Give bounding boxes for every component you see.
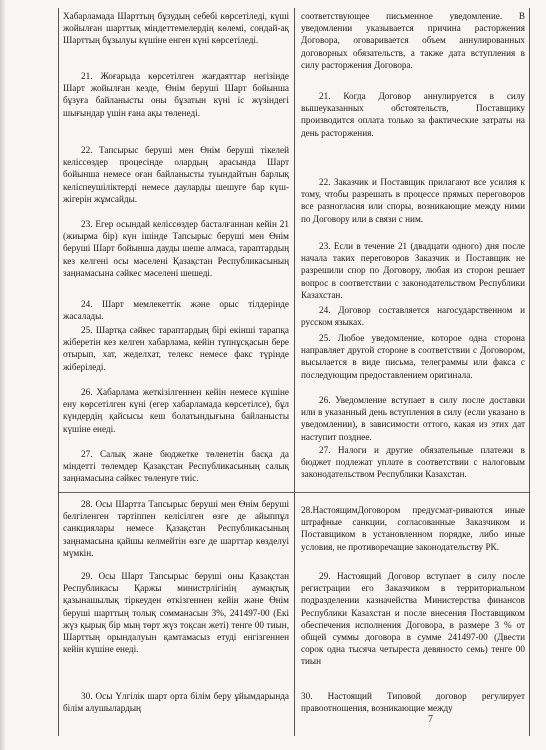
ru-clause-30: 30. Настоящий Типовой договор регулирует правоотношения, возникающие между — [301, 691, 525, 714]
kk-clause-30: 30. Осы Үлгілік шарт орта білім беру ұйымдарында білім алушылардың — [63, 691, 289, 714]
kk-clause-26: 26. Хабарлама жеткізілгеннен кейін немесе күшіне ену көрсетілген күні (егер хабарламада көрсетілсе), бұл күндердің қайсысы кеш болатындығына байланысты күшіне енеді. — [63, 387, 289, 434]
ru-clause-27: 27. Налоги и другие обязательные платежи в бюджет подлежат уплате в соответствии с налоговым законодательством Республики Казахстан. — [301, 445, 525, 480]
kk-clause-23: 23. Егер осындай келіссөздер басталғаннан кейін 21 (жиырма бір) күн ішінде Тапсырыс беруші мен Өнім беруші Шарт бойынша дауды шеше алмаса, тараптардың кез келгені осы мәселені Қазақстан Республикасының заңнамасына сәйкес мәселені шешеді. — [63, 219, 289, 278]
column-divider — [294, 8, 295, 736]
kazakh-column — [63, 8, 289, 736]
ru-clause-29: 29. Настоящий Договор вступает в силу после регистрации его Заказчиком в территориальном подразделении казначейства Министерства финансов Республики Казахстан и после внесения Поставщиком обеспечения исполнения Договора, в размере 3 % от общей суммы договора в сумме 241497-00 (Двести сорок одна тысяча четыреста девяносто семь) тенге 00 тиын — [301, 571, 525, 667]
kk-clause-29: 29. Осы Шарт Тапсырыс беруші оны Қазақстан Республикасы Қаржы министрлігінің аумақтық қазынашылық тіркеуден өткізгеннен кейін және Өнім беруші шарттың толық сомманасын 3%, 241497-00 (Екі жүз қырық бір мың төрт жүз тоқсан жеті) тенге 00 тиын, Шарттың орындалуын қамтамасыз етуді енгізгеннен кейін күшіне енеді. — [63, 571, 289, 655]
page-mark: 7 — [428, 714, 433, 725]
ru-clause-23: 23. Если в течение 21 (двадцати одного) дня после начала таких переговоров Заказчик и Поставщик не разрешили спор по Договору, любая из сторон решает вопрос в соответствии с законодательством Республики Казахстан. — [301, 241, 525, 300]
kk-clause-28: 28. Осы Шартта Тапсырыс беруші мен Өнім беруші белгіленген тәртіппен келісілген өзге де айыппұл санкциялары немесе Қазақстан Республикасының заңнамасына қайшы келмейтін өзге де шарттар көзделуі мүмкін. — [63, 499, 289, 558]
ru-clause-21: 21. Когда Договор аннулируется в силу вышеуказанных обстоятельств, Поставщику производится оплата только за фактические затраты на день расторжения. — [301, 91, 525, 138]
kk-clause-21: 21. Жоғарыда көрсетілген жағдаяттар негізінде Шарт жойылған кезде, Өнім беруші Шарт бойынша бұзуға байланысты оны бұзатын күні іс жүзіндегі шығындар үшін ғана ақы төленеді. — [63, 71, 289, 118]
kk-clause-24: 24. Шарт мемлекеттік және орыс тілдерінде жасалады. — [63, 299, 289, 322]
kk-clause-22: 22. Тапсырыс беруші мен Өнім беруші тікелей келіссөздер процесінде олардың арасында Шарт бойынша немесе оған байланысты туындайтын барлық келіспеушіліктерді немесе дауларды шешуге бар күш-жігерін жұмсайды. — [63, 145, 289, 204]
bilingual-table — [58, 8, 530, 736]
russian-column — [301, 8, 525, 736]
ru-clause-22: 22. Заказчик и Поставщик прилагают все усилия к тому, чтобы разрешать в процессе прямых переговоров все разногласия или споры, возникающие между ними по Договору или в связи с ним. — [301, 177, 525, 224]
ru-clause-25: 25. Любое уведомление, которое одна сторона направляет другой стороне в соответствии с Договором, высылается в виде письма, телеграммы или факса с последующим предоставлением оригинала. — [301, 333, 525, 380]
kk-intro: Хабарламада Шарттың бұзудың себебі көрсетіледі, күші жойылған шарттық міндеттемелердің көлемі, сондай-ақ Шарттың бұзылуы күшіне енген күні көрсетіледі. — [63, 11, 289, 46]
kk-clause-27: 27. Салық және бюджетке төленетін басқа да міндетті төлемдер Қазақстан Республикасының салық заңнамасына сәйкес төленуге тиіс. — [63, 449, 289, 484]
kk-clause-25: 25. Шартқа сәйкес тараптардың бірі екінші тарапқа жіберетін кез келген хабарлама, кейін түпнұсқасын бере отырып, хат, жеделхат, телекс немесе факс түрінде жіберіледі. — [63, 325, 289, 372]
ru-intro: соответствующее письменное уведомление. В уведомлении указывается причина расторжения Договора, оговаривается объем аннулированных договорных обязательств, а также дата вступления в силу расторжения Договора. — [301, 11, 525, 70]
scan-edge — [0, 0, 6, 750]
ru-clause-24: 24. Договор составляется нагосударственном и русском языках. — [301, 305, 525, 328]
ru-clause-28: 28.НастоящимДоговором предусмат-риваются иные штрафные санкции, согласованные Заказчиком и Поставщиком в установленном порядке, либо иные условия, не противоречащие законодательству РК. — [301, 505, 525, 552]
ru-clause-26: 26. Уведомление вступает в силу после доставки или в указанный день вступления в силу (если указано в уведомлении), в зависимости оттого, какая из этих дат наступит позднее. — [301, 395, 525, 442]
